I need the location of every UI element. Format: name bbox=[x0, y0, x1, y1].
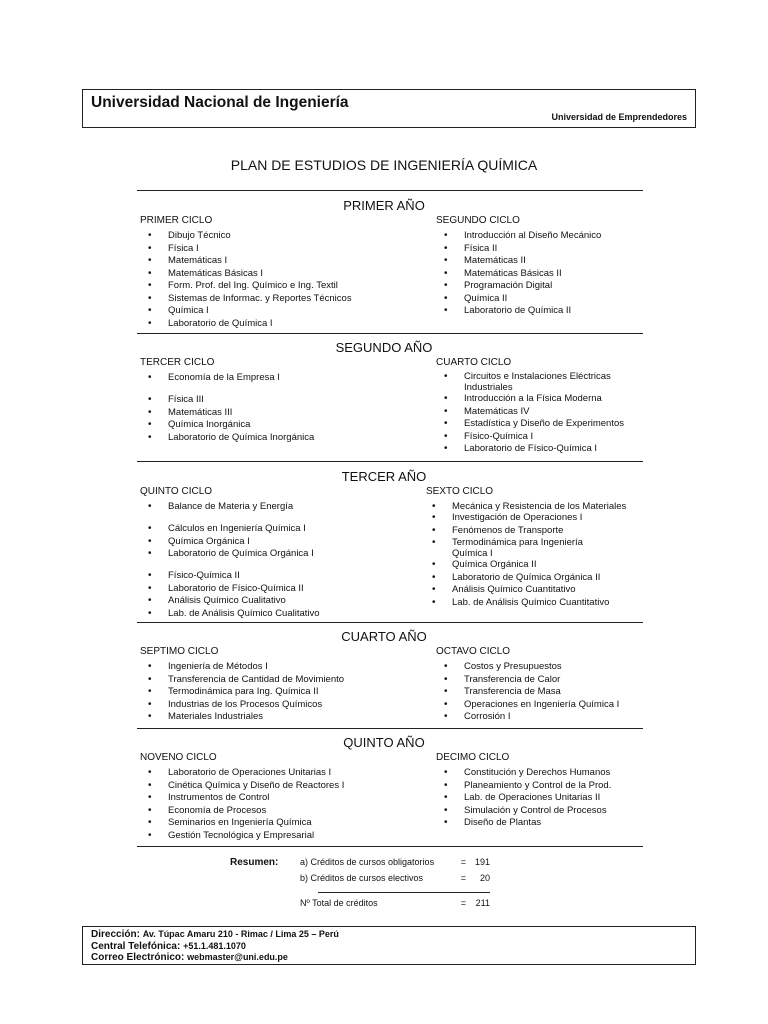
list-item: • Química II bbox=[438, 293, 601, 306]
list-item: • Laboratorio de Físico-Química II bbox=[142, 583, 320, 596]
email-label: Correo Electrónico: bbox=[91, 952, 185, 963]
list-item: • Química Orgánica I bbox=[142, 536, 320, 549]
list-item: • Matemáticas IV bbox=[438, 406, 648, 419]
list-item: • Gestión Tecnológica y Empresarial bbox=[142, 830, 344, 843]
list-item: • Fenómenos de Transporte bbox=[426, 525, 636, 538]
list-item: • Físico-Química II bbox=[142, 570, 320, 583]
list-item: • Química Inorgánica bbox=[142, 419, 314, 432]
list-item: • Laboratorio de Operaciones Unitarias I bbox=[142, 767, 344, 780]
course-list-cycle-4 bbox=[438, 372, 648, 456]
section-rule bbox=[137, 190, 643, 191]
course-list-cycle-3 bbox=[142, 372, 314, 444]
list-item: • Transferencia de Masa bbox=[438, 686, 619, 699]
list-item: • Sistemas de Informac. y Reportes Técnicos bbox=[142, 293, 352, 306]
list-item: • Matemáticas I bbox=[142, 255, 352, 268]
list-item: • Matemáticas III bbox=[142, 407, 314, 420]
list-item: • Laboratorio de Química Inorgánica bbox=[142, 432, 314, 445]
list-item: • Transferencia de Cantidad de Movimiento bbox=[142, 674, 344, 687]
page-title: PLAN DE ESTUDIOS DE INGENIERÍA QUÍMICA bbox=[230, 157, 538, 173]
list-item: • Laboratorio de Química Orgánica I bbox=[142, 548, 320, 570]
list-item: • Física III bbox=[142, 394, 314, 407]
list-item: • Introducción a la Física Moderna bbox=[438, 393, 648, 406]
cycle-title-7: SEPTIMO CICLO bbox=[140, 646, 219, 657]
summary-row-total bbox=[300, 898, 490, 908]
list-item: • Matemáticas Básicas II bbox=[438, 268, 601, 281]
list-item: • Costos y Presupuestos bbox=[438, 661, 619, 674]
cycle-title-4: CUARTO CICLO bbox=[436, 357, 512, 368]
course-list-cycle-9 bbox=[142, 767, 344, 842]
list-item: • Introducción al Diseño Mecánico bbox=[438, 230, 601, 243]
course-list-cycle-6 bbox=[426, 501, 636, 609]
list-item: • Mecánica y Resistencia de los Materiales bbox=[426, 501, 636, 512]
summary-mandatory-label: a) Créditos de cursos obligatorios bbox=[300, 857, 435, 867]
list-item: • Simulación y Control de Procesos bbox=[438, 805, 611, 818]
section-rule bbox=[137, 728, 643, 729]
list-item: • Física I bbox=[142, 243, 352, 256]
letterhead bbox=[82, 89, 696, 128]
equals-sign: = bbox=[460, 873, 466, 883]
address-value: Av. Túpac Amaru 210 - Rimac / Lima 25 – Perú bbox=[142, 929, 339, 939]
list-item: • Diseño de Plantas bbox=[438, 817, 611, 830]
list-item: • Estadística y Diseño de Experimentos bbox=[438, 418, 648, 431]
list-item: • Análisis Químico Cuantitativo bbox=[426, 584, 636, 597]
list-item: • Investigación de Operaciones I bbox=[426, 512, 636, 525]
list-item: • Circuitos e Instalaciones Eléctricas Industriales bbox=[438, 372, 648, 393]
list-item: • Laboratorio de Química Orgánica II bbox=[426, 572, 636, 585]
year-heading-2: SEGUNDO AÑO bbox=[335, 340, 433, 355]
list-item: • Laboratorio de Físico-Química I bbox=[438, 443, 648, 456]
list-item: • Transferencia de Calor bbox=[438, 674, 619, 687]
cycle-title-2: SEGUNDO CICLO bbox=[436, 215, 520, 226]
year-heading-4: CUARTO AÑO bbox=[341, 629, 427, 644]
list-item: • Laboratorio de Química II bbox=[438, 305, 601, 318]
equals-sign: = bbox=[460, 898, 466, 908]
section-rule bbox=[137, 461, 643, 462]
equals-sign: = bbox=[460, 857, 466, 867]
summary-mandatory-value: 191 bbox=[474, 857, 490, 867]
list-item: • Economía de la Empresa I bbox=[142, 372, 314, 394]
summary-row-mandatory bbox=[300, 857, 490, 867]
section-rule bbox=[137, 846, 643, 847]
year-heading-1: PRIMER AÑO bbox=[343, 198, 425, 213]
course-list-cycle-5 bbox=[142, 501, 320, 620]
list-item: • Termodinámica para Ing. Química II bbox=[142, 686, 344, 699]
phone-line bbox=[91, 941, 687, 953]
list-item: • Físico-Química I bbox=[438, 431, 648, 444]
year-heading-3: TERCER AÑO bbox=[341, 469, 427, 484]
cycle-title-5: QUINTO CICLO bbox=[140, 486, 213, 497]
cycle-title-8: OCTAVO CICLO bbox=[436, 646, 511, 657]
list-item: • Termodinámica para Ingeniería Química I bbox=[426, 537, 636, 559]
email-value[interactable]: webmaster@uni.edu.pe bbox=[187, 952, 288, 962]
course-list-cycle-7 bbox=[142, 661, 344, 724]
section-rule bbox=[137, 333, 643, 334]
contact-footer bbox=[82, 926, 696, 965]
list-item: • Economía de Procesos bbox=[142, 805, 344, 818]
summary-total-label: Nº Total de créditos bbox=[300, 898, 378, 908]
course-list-cycle-2 bbox=[438, 230, 601, 318]
summary-label: Resumen: bbox=[230, 857, 279, 868]
course-list-cycle-10 bbox=[438, 767, 611, 830]
course-list-cycle-1 bbox=[142, 230, 352, 330]
university-tagline: Universidad de Emprendedores bbox=[551, 112, 687, 122]
email-line bbox=[91, 952, 687, 964]
list-item: • Análisis Químico Cualitativo bbox=[142, 595, 320, 608]
address-line bbox=[91, 929, 687, 941]
list-item: • Seminarios en Ingeniería Química bbox=[142, 817, 344, 830]
list-item: • Lab. de Análisis Químico Cuantitativo bbox=[426, 597, 636, 610]
list-item: • Industrias de los Procesos Químicos bbox=[142, 699, 344, 712]
list-item: • Constitución y Derechos Humanos bbox=[438, 767, 611, 780]
list-item: • Cinética Química y Diseño de Reactores I bbox=[142, 780, 344, 793]
summary-row-elective bbox=[300, 873, 490, 883]
list-item: • Operaciones en Ingeniería Química I bbox=[438, 699, 619, 712]
phone-value: +51.1.481.1070 bbox=[183, 940, 246, 951]
course-list-cycle-8 bbox=[438, 661, 619, 724]
list-item: • Corrosión I bbox=[438, 711, 619, 724]
list-item: • Laboratorio de Química I bbox=[142, 318, 352, 331]
cycle-title-6: SEXTO CICLO bbox=[426, 486, 494, 497]
list-item: • Form. Prof. del Ing. Químico e Ing. Textil bbox=[142, 280, 352, 293]
list-item: • Física II bbox=[438, 243, 601, 256]
summary-elective-label: b) Créditos de cursos electivos bbox=[300, 873, 424, 883]
list-item: • Ingeniería de Métodos I bbox=[142, 661, 344, 674]
summary-separator bbox=[318, 892, 490, 893]
university-name: Universidad Nacional de Ingeniería bbox=[91, 94, 349, 111]
summary-total-value: 211 bbox=[475, 898, 490, 908]
cycle-title-9: NOVENO CICLO bbox=[140, 752, 217, 763]
list-item: • Materiales Industriales bbox=[142, 711, 344, 724]
list-item: • Cálculos en Ingeniería Química I bbox=[142, 523, 320, 536]
list-item: • Química Orgánica II bbox=[426, 559, 636, 572]
list-item: • Matemáticas II bbox=[438, 255, 601, 268]
list-item: • Dibujo Técnico bbox=[142, 230, 352, 243]
year-heading-5: QUINTO AÑO bbox=[343, 735, 425, 750]
list-item: • Programación Digital bbox=[438, 280, 601, 293]
cycle-title-1: PRIMER CICLO bbox=[140, 215, 213, 226]
cycle-title-10: DECIMO CICLO bbox=[436, 752, 510, 763]
list-item: • Instrumentos de Control bbox=[142, 792, 344, 805]
list-item: • Balance de Materia y Energía bbox=[142, 501, 320, 523]
list-item: • Química I bbox=[142, 305, 352, 318]
cycle-title-3: TERCER CICLO bbox=[140, 357, 215, 368]
phone-label: Central Telefónica: bbox=[91, 940, 181, 952]
list-item: • Matemáticas Básicas I bbox=[142, 268, 352, 281]
list-item: • Lab. de Análisis Químico Cualitativo bbox=[142, 608, 320, 621]
section-rule bbox=[137, 622, 643, 623]
summary-elective-value: 20 bbox=[479, 873, 490, 883]
address-label: Dirección: bbox=[91, 929, 140, 940]
list-item: • Lab. de Operaciones Unitarias II bbox=[438, 792, 611, 805]
list-item: • Planeamiento y Control de la Prod. bbox=[438, 780, 611, 793]
